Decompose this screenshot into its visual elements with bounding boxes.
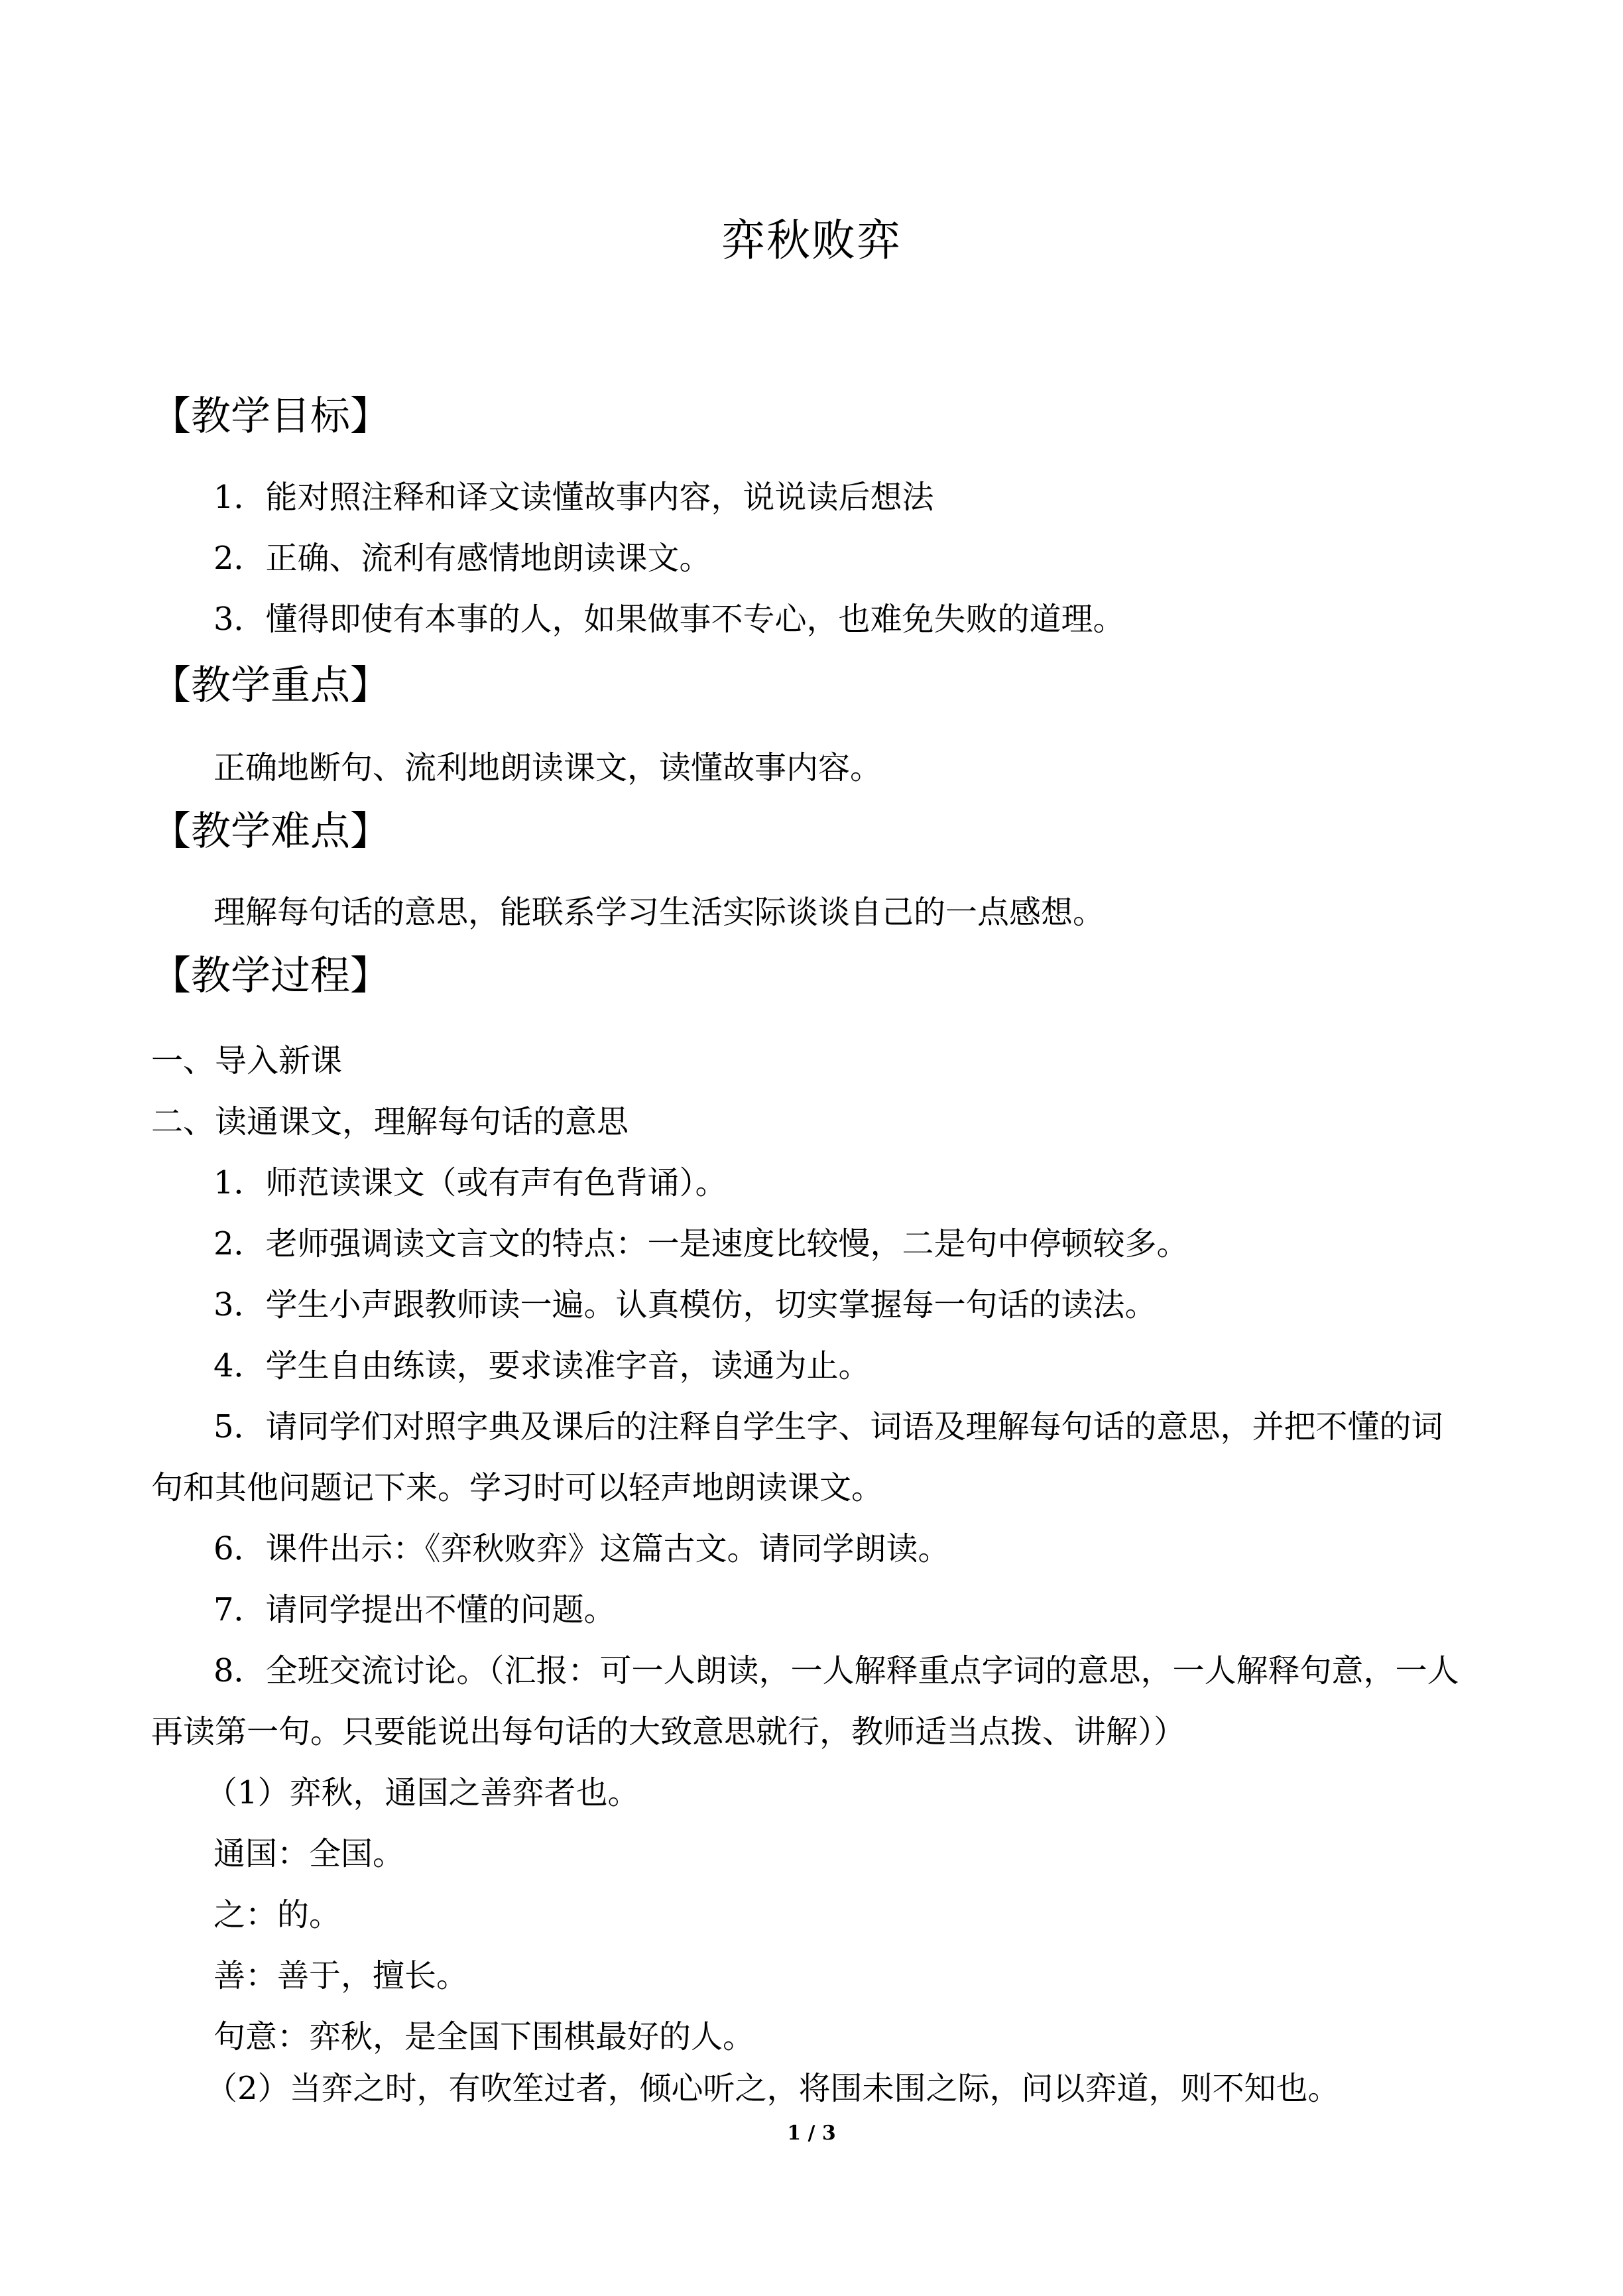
document-title: 弈秋败弈 [721, 215, 902, 266]
process-step-8-line-1: 8．全班交流讨论。（汇报：可一人朗读，一人解释重点字词的意思，一人解释句意，一人 [213, 1652, 1459, 1689]
note-1: 通国：全国。 [213, 1835, 405, 1872]
difficulty-heading: 【教学难点】 [151, 808, 390, 855]
goal-item-1: 1．能对照注释和译文读懂故事内容，说说读后想法 [213, 479, 934, 516]
sentence-2: （2）当弈之时，有吹笙过者，倾心听之，将围未围之际，问以弈道，则不知也。 [206, 2070, 1340, 2107]
process-part-2: 二、读通课文，理解每句话的意思 [151, 1103, 629, 1140]
process-step-2: 2．老师强调读文言文的特点：一是速度比较慢，二是句中停顿较多。 [213, 1225, 1189, 1262]
process-step-3: 3．学生小声跟教师读一遍。认真模仿，切实掌握每一句话的读法。 [213, 1286, 1157, 1323]
difficulty-text: 理解每句话的意思，能联系学习生活实际谈谈自己的一点感想。 [213, 894, 1105, 931]
sentence-1: （1）弈秋，通国之善弈者也。 [206, 1774, 640, 1811]
process-step-1: 1．师范读课文（或有声有色背诵）。 [213, 1164, 727, 1201]
note-4: 句意：弈秋，是全国下围棋最好的人。 [213, 2018, 755, 2055]
goals-heading: 【教学目标】 [151, 393, 390, 440]
note-2: 之：的。 [213, 1896, 341, 1933]
note-3: 善：善于，擅长。 [213, 1957, 469, 1994]
process-step-4: 4．学生自由练读，要求读准字音，读通为止。 [213, 1347, 871, 1384]
process-part-1: 一、导入新课 [151, 1042, 343, 1079]
process-step-7: 7．请同学提出不懂的问题。 [213, 1591, 616, 1628]
page-number: 1 / 3 [787, 2122, 836, 2145]
focus-heading: 【教学重点】 [151, 662, 390, 709]
process-heading: 【教学过程】 [151, 953, 390, 999]
process-step-5-line-1: 5．请同学们对照字典及课后的注释自学生字、词语及理解每句话的意思，并把不懂的词 [213, 1408, 1443, 1445]
process-step-6: 6．课件出示：《弈秋败弈》这篇古文。请同学朗读。 [213, 1530, 950, 1567]
focus-text: 正确地断句、流利地朗读课文，读懂故事内容。 [213, 749, 882, 786]
process-step-8-line-2: 再读第一句。只要能说出每句话的大致意思就行，教师适当点拨、讲解）） [151, 1713, 1186, 1750]
process-step-5-line-2: 句和其他问题记下来。学习时可以轻声地朗读课文。 [151, 1469, 884, 1506]
goal-item-3: 3．懂得即使有本事的人，如果做事不专心，也难免失败的道理。 [213, 601, 1125, 638]
goal-item-2: 2．正确、流利有感情地朗读课文。 [213, 540, 711, 577]
